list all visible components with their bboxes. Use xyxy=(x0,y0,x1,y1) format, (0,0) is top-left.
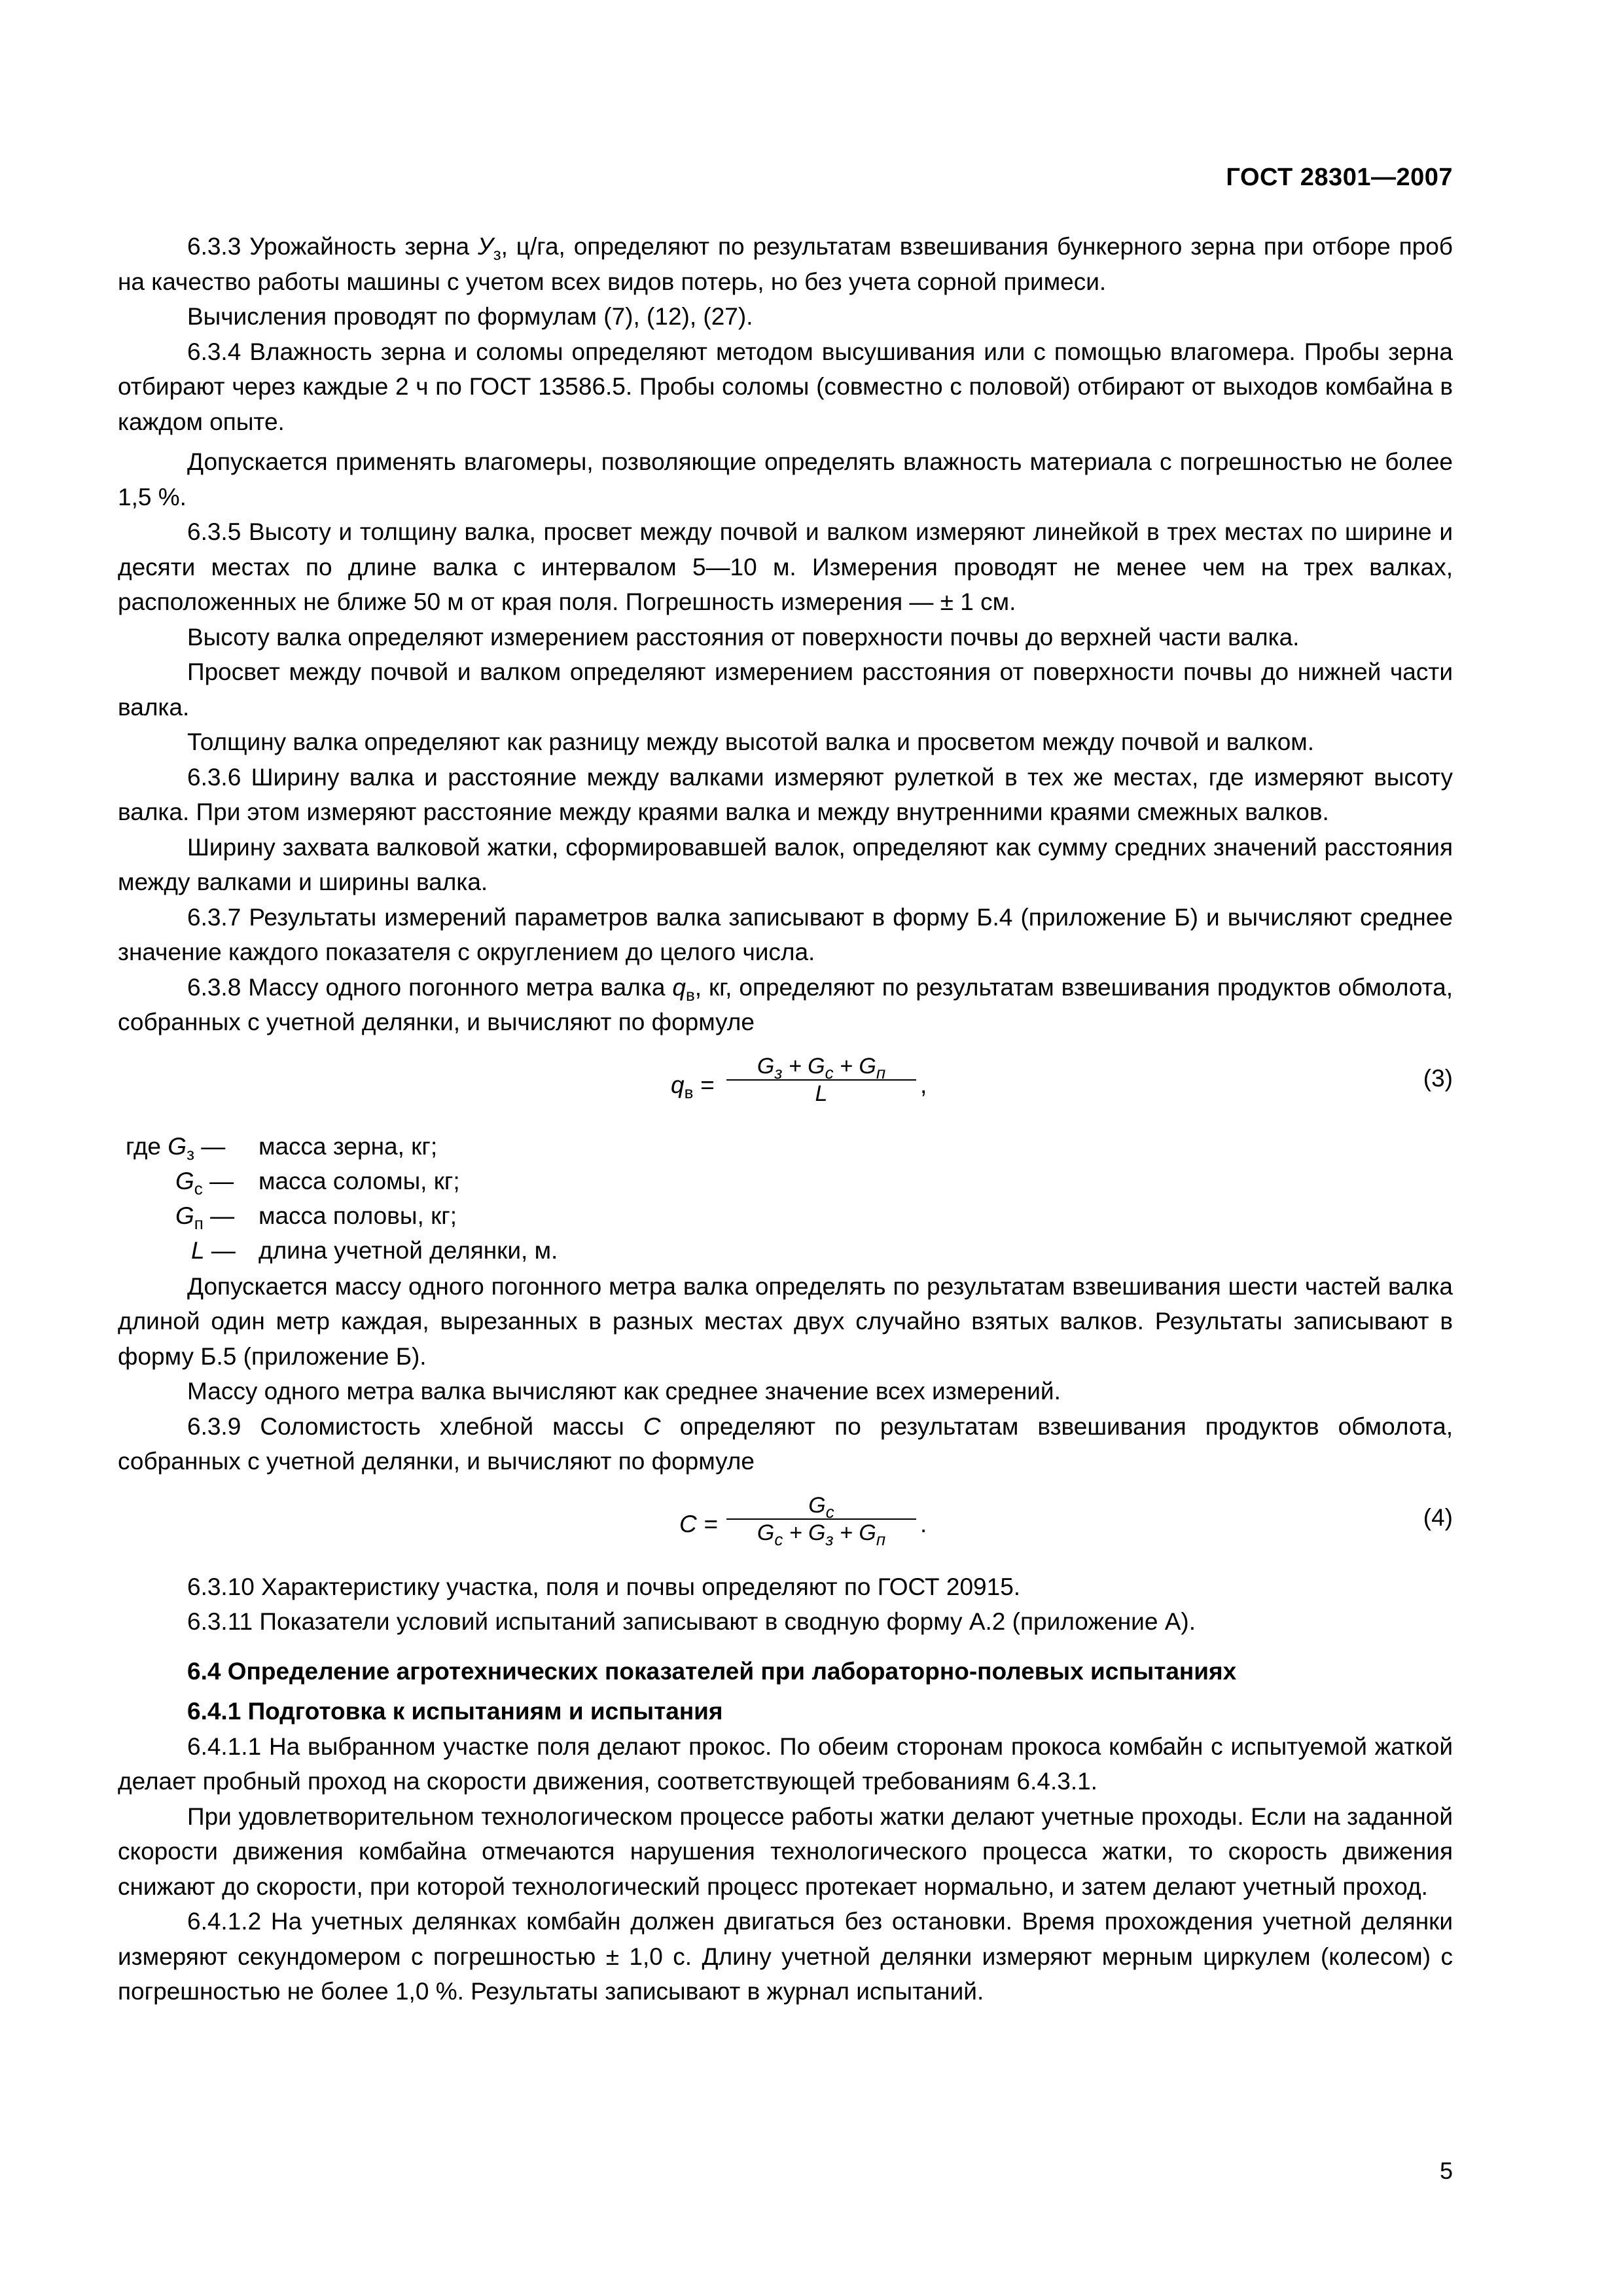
paragraph-6-3-8-d: Массу одного метра валка вычисляют как среднее значение всех измерений. xyxy=(187,1378,1061,1405)
formula-3: $q_в$ = $G_з + G_с + G_п$ L , (3) xyxy=(671,1053,1453,1106)
section-heading-6-4-1: 6.4.1 Подготовка к испытаниям и испытания xyxy=(187,1698,723,1725)
formula-4-number: (4) xyxy=(1423,1503,1453,1531)
formula-4-numerator: $G_с$ xyxy=(808,1492,834,1522)
paragraph-6-3-5-d: Толщину валка определяют как разницу между высотой валка и просветом между почвой и валком. xyxy=(187,728,1314,755)
paragraph-6-3-4: 6.3.4 Влажность зерна и соломы определяют методом высушивания или с помощью влагомера. Пробы зерна отбирают через каждые 2 ч по ГОСТ 13586.5. Пробы соломы (совместно с половой) отбирают от выходов комбайна в каждом опыте. xyxy=(118,338,1453,435)
paragraph-6-3-8-c: Допускается массу одного погонного метра валка определять по результатам взвешивания шести частей валка длиной один метр каждая, вырезанных в разных местах двух случайно взятых валков. Результаты записывают в форму Б.5 (приложение Б). xyxy=(118,1272,1453,1370)
variable-legend: где $G_з$ — масса зерна, кг; $G_с$ — масса соломы, кг; $G_п$ — масса половы, кг; L — длина учетной делянки, м. xyxy=(126,1132,558,1264)
paragraph-6-3-5-c: Просвет между почвой и валком определяют измерением расстояния от поверхности почвы до нижней части валка. xyxy=(118,658,1453,721)
formula-4-fraction xyxy=(726,1492,916,1549)
document-body xyxy=(118,229,1453,2009)
paragraph-6-3-7: 6.3.7 Результаты измерений параметров валка записывают в форму Б.4 (приложение Б) и вычисляют среднее значение каждого показателя с округлением до целого числа. xyxy=(118,903,1453,965)
formula-4: C = $G_с$ $G_с + G_з + G_п$ . (4) xyxy=(679,1492,1453,1549)
formula-3-denominator: L xyxy=(815,1081,828,1106)
paragraph-6-3-11: 6.3.11 Показатели условий испытаний записывают в сводную форму А.2 (приложение А). xyxy=(187,1608,1196,1635)
paragraph-6-3-3-calc: Вычисления проводят по формулам (7), (12), (27). xyxy=(187,303,753,330)
paragraph-6-3-5-b: Высоту валка определяют измерением расстояния от поверхности почвы до верхней части валка. xyxy=(187,623,1300,651)
page-number: 5 xyxy=(1439,2157,1453,2184)
paragraph-6-3-6-b: Ширину захвата валковой жатки, сформировавшей валок, определяют как сумму средних значений расстояния между валками и ширины валка. xyxy=(118,833,1453,895)
paragraph-6-3-5: 6.3.5 Высоту и толщину валка, просвет между почвой и валком измеряют линейкой в трех местах по ширине и десяти местах по длине валка с интервалом 5—10 м. Измерения проводят не менее чем на трех валках, расположенных не ближе 50 м от края поля. Погрешность измерения — ± 1 см. xyxy=(118,518,1453,615)
paragraph-6-3-4-b: Допускается применять влагомеры, позволяющие определять влажность материала с погрешностью не более 1,5 %. xyxy=(118,448,1453,511)
formula-3-number: (3) xyxy=(1423,1064,1453,1092)
paragraph-6-4-1-1-b: При удовлетворительном технологическом процессе работы жатки делают учетные проходы. Если на заданной скорости движения комбайна отмечаются нарушения технологического процесса жатки, то скорость движения снижают до скорости, при которой технологический процесс протекает нормально, и затем делают учетный проход. xyxy=(118,1803,1453,1900)
formula-3-lhs: $q_в$ = xyxy=(671,1071,715,1102)
formula-4-denominator: $G_с + G_з + G_п$ xyxy=(757,1520,886,1549)
formula-3-numerator: $G_з + G_с + G_п$ xyxy=(757,1053,886,1083)
paragraph-6-3-8: 6.3.8 Массу одного погонного метра валка $q_в$, кг, определяют по результатам взвешивания продуктов обмолота, собранных с учетной делянки, и вычисляют по формуле xyxy=(118,973,1453,1035)
document-number: ГОСТ 28301—2007 xyxy=(1226,164,1453,191)
paragraph-6-4-1-2: 6.4.1.2 На учетных делянках комбайн должен двигаться без остановки. Время прохождения учетной делянки измеряют секундомером с погрешностью ± 1,0 с. Длину учетной делянки измеряют мерным циркулем (колесом) с погрешностью не более 1,0 %. Результаты записывают в журнал испытаний. xyxy=(118,1908,1453,2005)
paragraph-6-3-3: 6.3.3 Урожайность зерна $У_з$, ц/га, определяют по результатам взвешивания бункерного зерна при отборе проб на качество работы машины с учетом всех видов потерь, но без учета сорной примеси. xyxy=(118,233,1453,295)
formula-3-fraction xyxy=(726,1053,916,1107)
paragraph-6-3-6: 6.3.6 Ширину валка и расстояние между валками измеряют рулеткой в тех же местах, где измеряют высоту валка. При этом измеряют расстояние между краями валка и между внутренними краями смежных валков. xyxy=(118,763,1453,825)
paragraph-6-3-10: 6.3.10 Характеристику участка, поля и почвы определяют по ГОСТ 20915. xyxy=(187,1573,1021,1600)
formula-4-lhs: C = xyxy=(679,1510,718,1537)
section-heading-6-4: 6.4 Определение агротехнических показателей при лабораторно-полевых испытаниях xyxy=(187,1657,1237,1685)
paragraph-6-4-1-1: 6.4.1.1 На выбранном участке поля делают прокос. По обеим сторонам прокоса комбайн с испытуемой жаткой делает пробный проход на скорости движения, соответствующей требованиям 6.4.3.1. xyxy=(118,1732,1453,1795)
paragraph-6-3-9: 6.3.9 Соломистость хлебной массы C определяют по результатам взвешивания продуктов обмолота, собранных с учетной делянки, и вычисляют по формуле xyxy=(118,1412,1453,1475)
